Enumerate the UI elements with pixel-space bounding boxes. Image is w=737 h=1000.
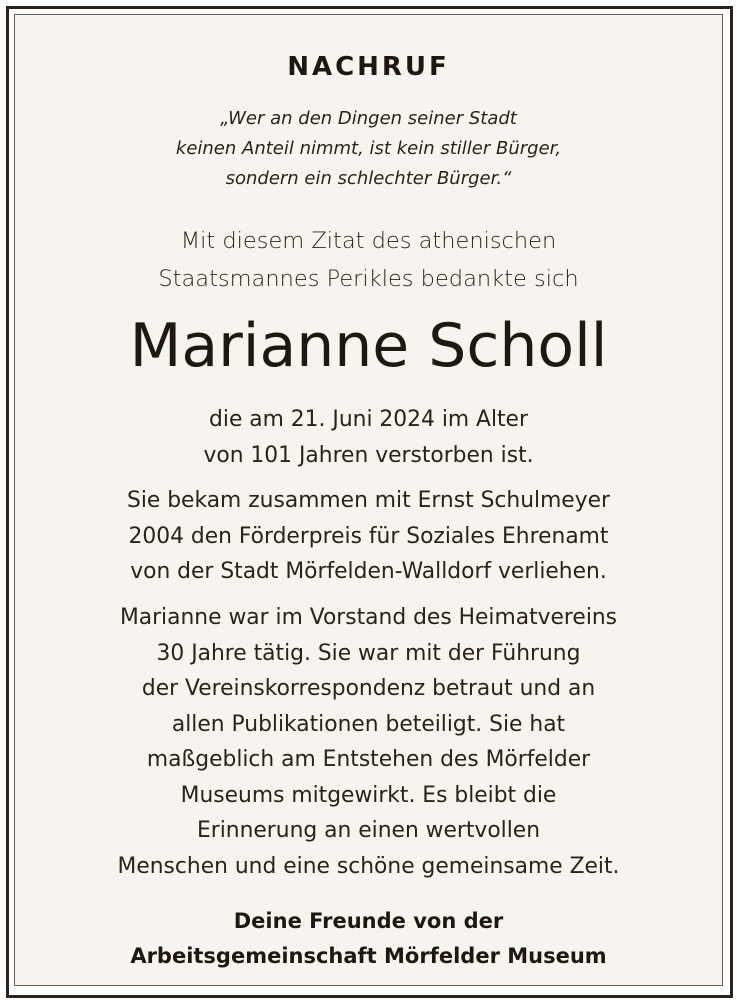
award-line: Sie bekam zusammen mit Ernst Schulmeyer [126, 488, 610, 513]
quote-line: „Wer an den Dingen seiner Stadt [220, 108, 517, 129]
award-line: 2004 den Förderpreis für Soziales Ehrenamt [128, 523, 609, 549]
tribute-line: Marianne war im Vorstand des Heimatvereins [119, 605, 618, 630]
tribute-line: 30 Jahre tätig. Sie war mit der Führung [156, 640, 581, 666]
quote-line: keinen Anteil nimmt, ist kein stiller Bürger, [175, 138, 562, 159]
tribute-line: allen Publikationen beteiligt. Sie hat [171, 711, 566, 737]
tribute-paragraph [14, 600, 723, 884]
tribute-line: Erinnerung an einen wertvollen [196, 818, 541, 843]
death-line: die am 21. Juni 2024 im Alter [209, 407, 528, 432]
notice-heading: NACHRUF [287, 52, 450, 82]
tribute-line: Museums mitgewirkt. Es bleibt die [180, 782, 557, 808]
obituary-notice [14, 14, 723, 986]
intro-line: Staatsmannes Perikles bedankte sich [158, 266, 579, 292]
quote-block [14, 104, 723, 194]
signature-block [14, 904, 723, 974]
signature-line: Deine Freunde von der [233, 909, 504, 933]
death-line: von 101 Jahren verstorben ist. [203, 442, 534, 468]
award-paragraph [14, 483, 723, 590]
deceased-name: Marianne Scholl [129, 311, 608, 381]
death-paragraph [14, 402, 723, 473]
tribute-line: maßgeblich am Entstehen des Mörfelder [146, 747, 591, 772]
intro-text [14, 222, 723, 298]
signature-line: Arbeitsgemeinschaft Mörfelder Museum [130, 944, 607, 968]
quote-line: sondern ein schlechter Bürger.“ [225, 168, 512, 189]
tribute-line: Menschen und eine schöne gemeinsame Zeit. [117, 853, 620, 879]
intro-line: Mit diesem Zitat des athenischen [180, 228, 557, 254]
tribute-line: der Vereinskorrespondenz betraut und an [141, 676, 596, 701]
award-line: von der Stadt Mörfelden-Walldorf verliehen. [130, 559, 607, 584]
